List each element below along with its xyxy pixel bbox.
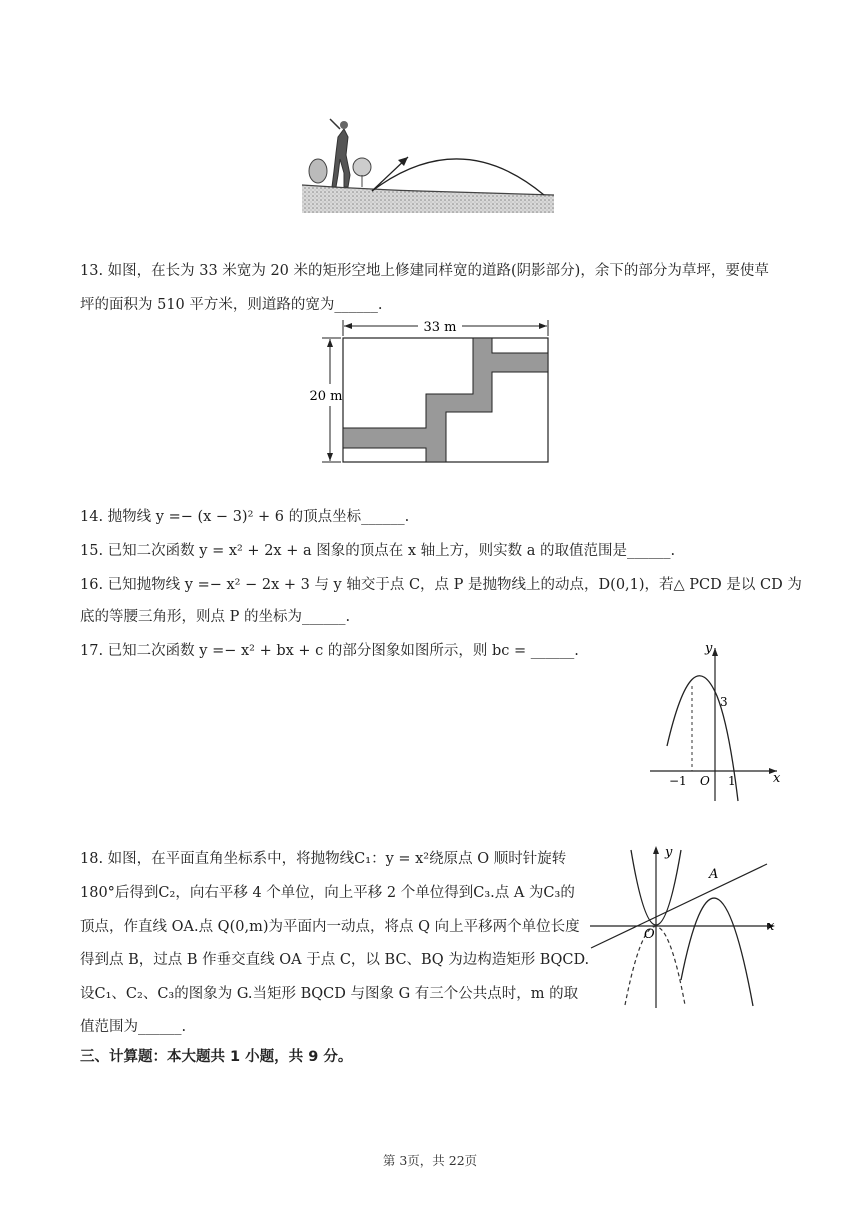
q14-text: 14. 抛物线 y =− (x − 3)² + 6 的顶点坐标______. xyxy=(80,509,410,525)
q17-label-O: O xyxy=(700,774,710,788)
q17-label-3: 3 xyxy=(720,695,728,709)
q17-axis-x: x xyxy=(773,771,781,786)
q17-label-1: 1 xyxy=(728,774,736,788)
q13-line2: 坪的面积为 510 平方米，则道路的宽为______. xyxy=(80,297,383,313)
q17-label-neg1: −1 xyxy=(669,774,687,788)
q13-road-figure xyxy=(300,316,555,466)
q18-axis-x: x xyxy=(767,919,775,934)
q16-line1: 16. 已知抛物线 y =− x² − 2x + 3 与 y 轴交于点 C，点 P 是抛物线上的动点，D(0,1)，若△ PCD 是以 CD 为 xyxy=(80,577,802,593)
q18-line6: 值范围为______. xyxy=(80,1019,187,1035)
q18-graph xyxy=(585,840,785,1010)
section-3-title: 三、计算题：本大题共 1 小题，共 9 分。 xyxy=(80,1049,353,1065)
q18-line5: 设C₁、C₂、C₃的图象为 G.当矩形 BQCD 与图象 G 有三个公共点时，m 的取 xyxy=(80,986,579,1002)
q16-line2: 底的等腰三角形，则点 P 的坐标为______. xyxy=(80,609,351,625)
q13-line1: 13. 如图，在长为 33 米宽为 20 米的矩形空地上修建同样宽的道路(阴影部分)，余下的部分为草坪，要使草 xyxy=(80,263,769,279)
q18-label-A: A xyxy=(709,867,719,882)
q18-line4: 得到点 B，过点 B 作垂交直线 OA 于点 C，以 BC、BQ 为边构造矩形 BQCD. xyxy=(80,952,590,968)
q18-line3: 顶点，作直线 OA.点 Q(0,m)为平面内一动点，将点 Q 向上平移两个单位长度 xyxy=(80,919,580,935)
q13-height-label: 20 m xyxy=(309,389,343,404)
q17-axis-y: y xyxy=(705,641,713,656)
q13-width-label: 33 m xyxy=(423,320,457,335)
q18-label-O: O xyxy=(644,927,655,942)
page-footer: 第 3页，共 22页 xyxy=(382,1153,478,1168)
q18-line1: 18. 如图，在平面直角坐标系中，将抛物线C₁：y = x²绕原点 O 顺时针旋转 xyxy=(80,851,567,867)
q18-axis-y: y xyxy=(665,845,673,860)
golf-illustration xyxy=(300,115,556,215)
q18-line2: 180°后得到C₂，向右平移 4 个单位，向上平移 2 个单位得到C₃.点 A 为C₃的 xyxy=(80,885,575,901)
q15-text: 15. 已知二次函数 y = x² + 2x + a 图象的顶点在 x 轴上方，则实数 a 的取值范围是______. xyxy=(80,543,676,559)
q17-graph xyxy=(645,636,785,806)
q17-text: 17. 已知二次函数 y =− x² + bx + c 的部分图象如图所示，则 bc = ______. xyxy=(80,643,579,659)
